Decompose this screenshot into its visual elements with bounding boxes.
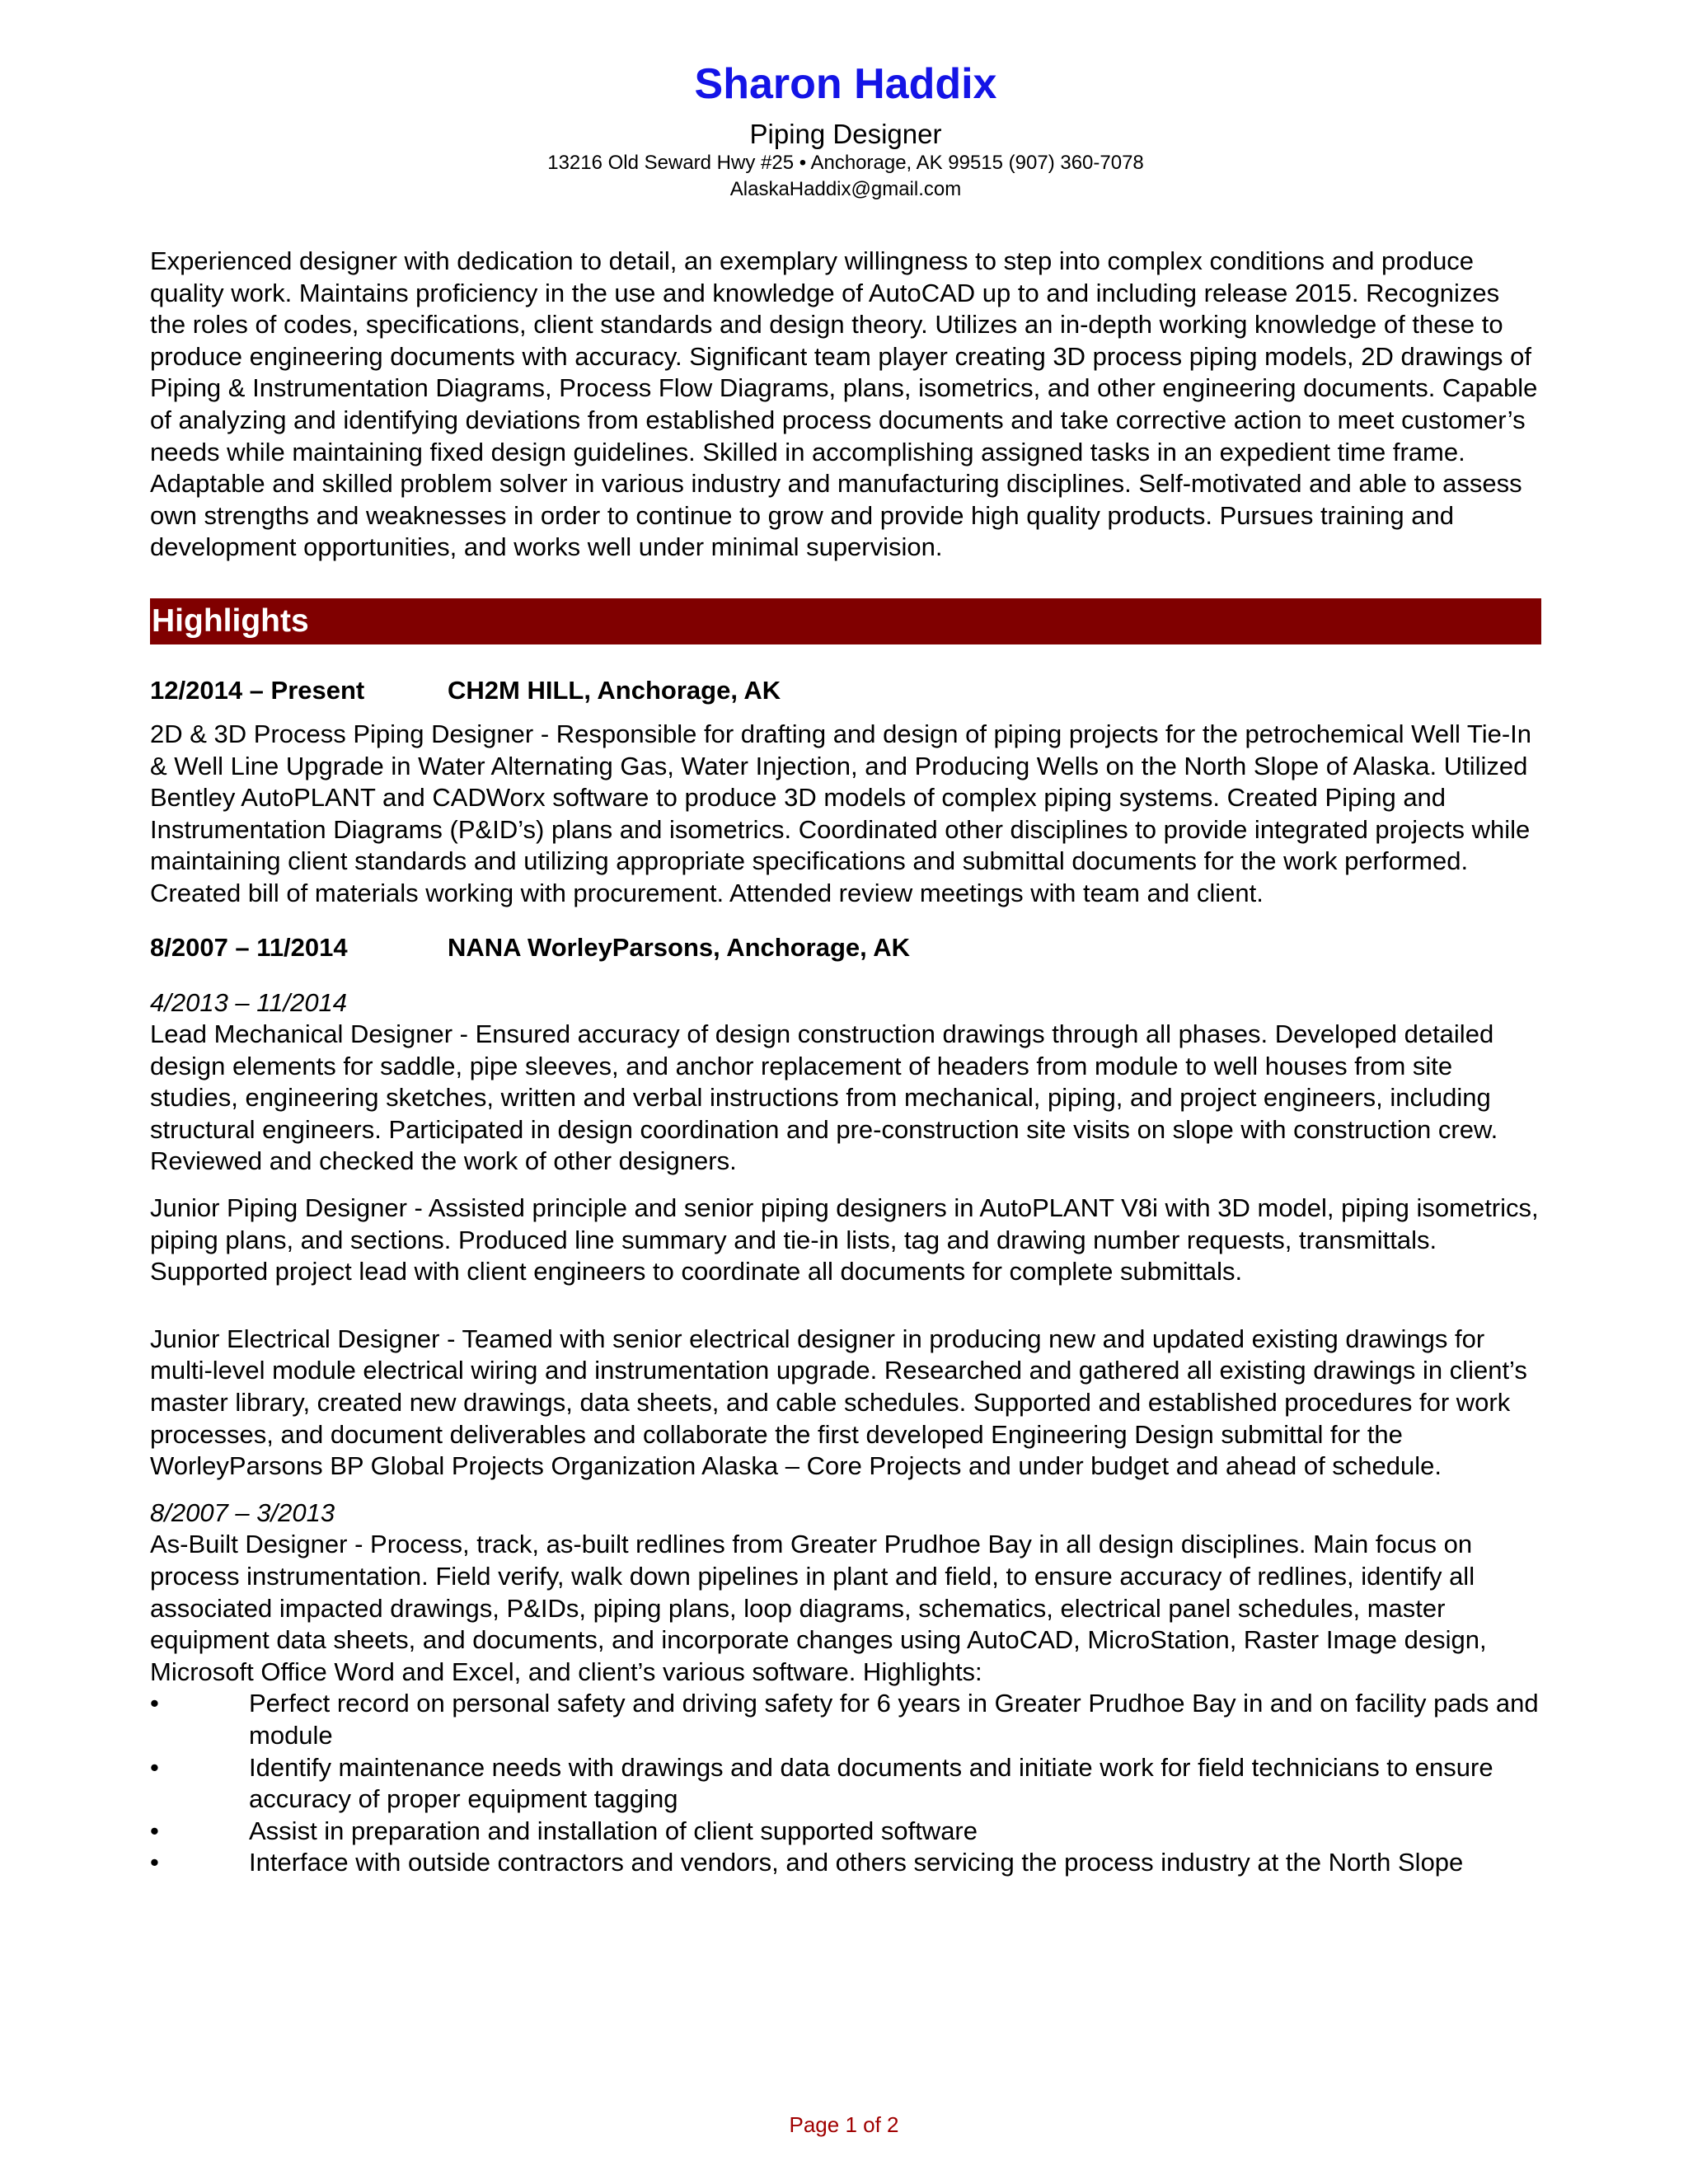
bullet-icon: • (150, 1689, 159, 1718)
bullet-text: Interface with outside contractors and vendors, and others servicing the process industry at the North Slope (249, 1848, 1464, 1877)
role-description: Lead Mechanical Designer - Ensured accuracy of design construction drawings through all phases. Developed detailed design elements for saddle, pipe sleeves, and anchor replacement of headers from module to well houses from site studies, engineering sketches, written and verbal instructions from mechanical, piping, and project engineers, including structural engineers. Participated in design coordination and pre-construction site visits on slope with construction crew. Reviewed and checked the work of other designers. (150, 1019, 1498, 1176)
bullet-text: Assist in preparation and installation of client supported software (249, 1816, 978, 1845)
summary-paragraph: Experienced designer with dedication to detail, an exemplary willingness to step into complex conditions and produce quality work. Maintains proficiency in the use and knowledge of AutoCAD up to and including release 2015. Recognizes the roles of codes, specifications, client standards and design theory. Utilizes an in-depth working knowledge of these to produce engineering documents with accuracy. Significant team player creating 3D process piping models, 2D drawings of Piping & Instrumentation Diagrams, Process Flow Diagrams, plans, isometrics, and other engineering documents. Capable of analyzing and identifying deviations from established process documents and take corrective action to meet customer’s needs while maintaining fixed design guidelines. Skilled in accomplishing assigned tasks in an expedient time frame. Adaptable and skilled problem solver in various industry and manufacturing disciplines. Self-motivated and able to assess own strengths and weaknesses in order to continue to grow and provide high quality products. Pursues training and development opportunities, and works well under minimal supervision. (150, 246, 1538, 562)
role-description: Junior Piping Designer - Assisted principle and senior piping designers in AutoPLANT V8i with 3D model, piping isometrics, piping plans, and sections. Produced line summary and tie-in lists, tag and drawing number requests, transmittals. Supported project lead with client engineers to coordinate all documents for complete submittals. (150, 1193, 1539, 1286)
candidate-title: Piping Designer (749, 119, 942, 149)
list-item (150, 1816, 1541, 1848)
section-heading-highlights: Highlights (150, 598, 1541, 644)
list-item (150, 1752, 1541, 1816)
list-item (150, 1688, 1541, 1751)
bullet-icon: • (150, 1752, 159, 1782)
bullet-text: Perfect record on personal safety and driving safety for 6 years in Greater Prudhoe Bay in and on facility pads and module (249, 1689, 1539, 1750)
resume-page (150, 49, 1541, 1879)
bullet-icon: • (150, 1816, 159, 1845)
job-dates: 8/2007 – 11/2014 (150, 932, 348, 962)
role-period: 8/2007 – 3/2013 (150, 1497, 335, 1527)
job-header (150, 674, 1541, 707)
page-number: Page 1 of 2 (789, 2112, 899, 2137)
highlights-bullet-list (150, 1688, 1541, 1879)
job-description: 2D & 3D Process Piping Designer - Responsible for drafting and design of piping projects for the petrochemical Well Tie-In & Well Line Upgrade in Water Alternating Gas, Water Injection, and Producing Wells on the North Slope of Alaska. Utilized Bentley AutoPLANT and CADWorx software to produce 3D models of complex piping systems. Created Piping and Instrumentation Diagrams (P&ID’s) plans and isometrics. Coordinated other disciplines to provide integrated projects while maintaining client standards and utilizing appropriate specifications and submittal documents for the work performed. Created bill of materials working with procurement. Attended review meetings with team and client. (150, 719, 1531, 907)
role-period: 4/2013 – 11/2014 (150, 987, 348, 1017)
bullet-text: Identify maintenance needs with drawings and data documents and initiate work for field technicians to ensure accuracy of proper equipment tagging (249, 1752, 1493, 1814)
role-description: Junior Electrical Designer - Teamed with senior electrical designer in producing new and updated existing drawings for multi-level module electrical wiring and instrumentation upgrade. Researched and gathered all existing drawings in client’s master library, created new drawings, data sheets, and cable schedules. Supported and established procedures for work processes, and document deliverables and collaborate the first developed Engineering Design submittal for the WorleyParsons BP Global Projects Organization Alaska – Core Projects and under budget and ahead of schedule. (150, 1324, 1527, 1481)
contact-address: 13216 Old Seward Hwy #25 • Anchorage, AK 99515 (907) 360-7078 (547, 152, 1144, 174)
resume-header (150, 49, 1541, 203)
job-header (150, 931, 1541, 964)
job-company: CH2M HILL, Anchorage, AK (448, 675, 781, 705)
job-company: NANA WorleyParsons, Anchorage, AK (448, 932, 910, 962)
bullet-icon: • (150, 1848, 159, 1877)
job-dates: 12/2014 – Present (150, 675, 365, 705)
role-description: As-Built Designer - Process, track, as-built redlines from Greater Prudhoe Bay in all design disciplines. Main focus on process instrumentation. Field verify, walk down pipelines in plant and field, to ensure accuracy of redlines, identify all associated impacted drawings, P&IDs, piping plans, loop diagrams, schematics, electrical panel schedules, master equipment data sheets, and documents, and incorporate changes using AutoCAD, MicroStation, Raster Image design, Microsoft Office Word and Excel, and client’s various software. Highlights: (150, 1530, 1487, 1686)
contact-email: AlaskaHaddix@gmail.com (729, 178, 962, 200)
candidate-name: Sharon Haddix (694, 60, 997, 108)
list-item (150, 1847, 1541, 1879)
